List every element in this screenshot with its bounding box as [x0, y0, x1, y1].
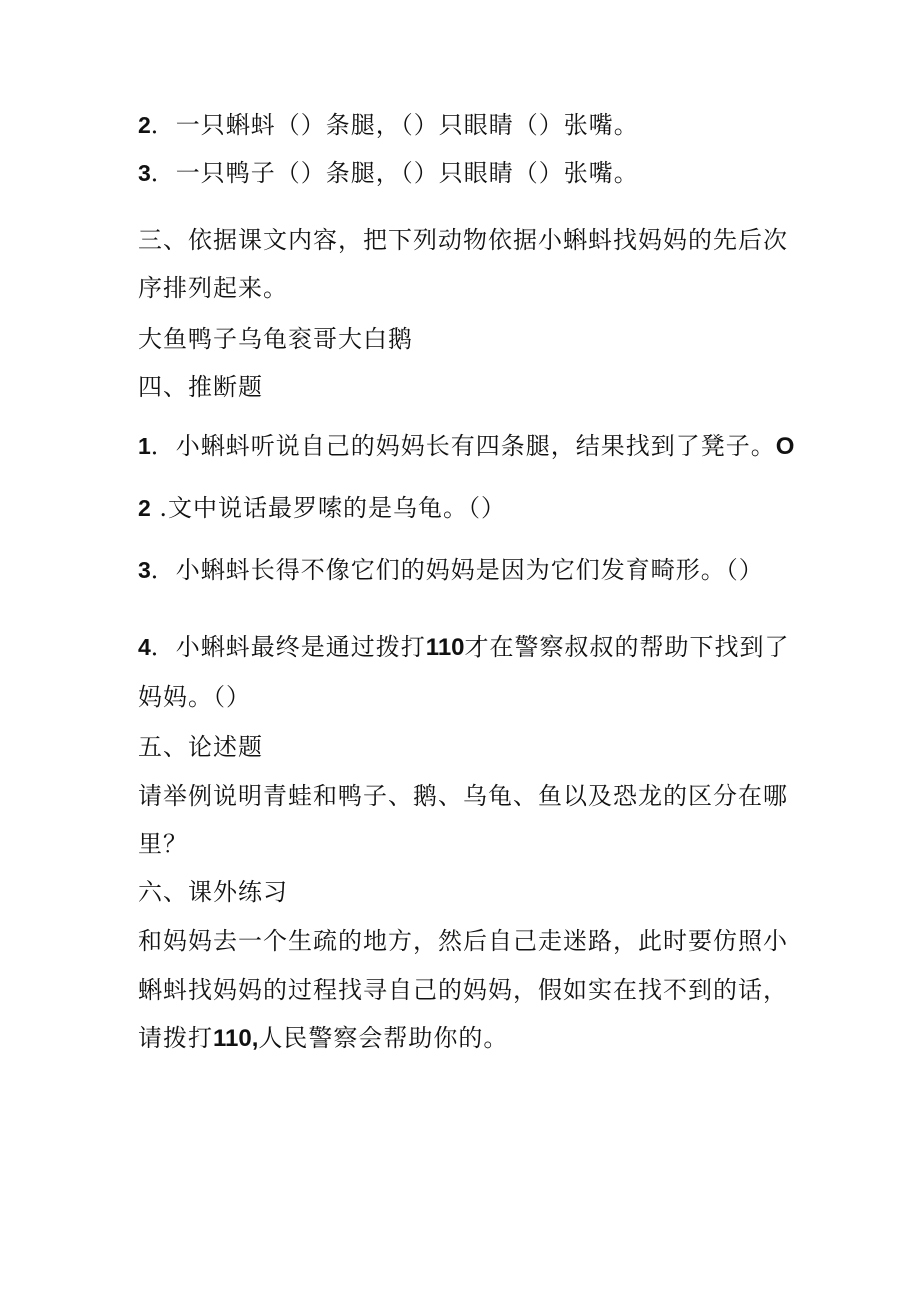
- question-text: ．一只鸭子（）条腿，（）只眼睛（）张嘴。: [150, 159, 639, 187]
- question-number: 3: [138, 160, 151, 186]
- section-5-heading: 五、论述题: [138, 733, 263, 761]
- phone-number: 110,: [213, 1025, 259, 1052]
- question-3-duck: [138, 158, 639, 188]
- question-number: 2: [138, 495, 151, 521]
- text-part-a: 请拨打: [138, 1024, 213, 1052]
- question-text: ．小蝌蚪长得不像它们的妈妈是因为它们发育畸形。（）: [150, 556, 764, 584]
- question-2-tadpole: [138, 110, 639, 140]
- question-number: 2: [138, 112, 151, 138]
- judgement-question-3: [138, 555, 764, 585]
- animal-list: 大鱼鸭子乌龟衮哥大白鹅: [138, 325, 413, 353]
- section-5-text-line-1: 请举例说明青蛙和鸭子、鹅、乌龟、鱼以及恐龙的区分在哪: [138, 782, 788, 810]
- section-6-text-line-3: [138, 1023, 508, 1054]
- question-text-part-a: ．小蝌蚪最终是通过拨打: [150, 633, 426, 661]
- section-6-heading: 六、课外练习: [138, 878, 288, 906]
- question-text: ．小蝌蚪听说自己的妈妈长有四条腿，结果找到了凳子。: [150, 432, 776, 460]
- section-3-heading-line-2: 序排列起来。: [138, 274, 288, 302]
- section-5-text-line-2: 里？: [138, 830, 188, 858]
- question-text-part-b: 才在警察叔叔的帮助下找到了: [464, 633, 790, 661]
- question-number: 4: [138, 634, 151, 660]
- section-3-heading-line-1: 三、依据课文内容，把下列动物依据小蝌蚪找妈妈的先后次: [138, 226, 788, 254]
- answer-mark: O: [775, 433, 795, 460]
- question-number: 3: [138, 557, 151, 583]
- text-part-b: 人民警察会帮助你的。: [258, 1024, 509, 1052]
- judgement-question-2: [138, 493, 506, 523]
- section-6-text-line-1: 和妈妈去一个生疏的地方，然后自己走迷路，此时要仿照小: [138, 927, 788, 955]
- section-4-heading: 四、推断题: [138, 373, 263, 401]
- judgement-question-4-line-2: 妈妈。（）: [138, 683, 251, 711]
- question-number: 1: [138, 433, 151, 459]
- question-text: ．一只蝌蚪（）条腿，（）只眼睛（）张嘴。: [150, 111, 639, 139]
- judgement-question-4-line-1: [138, 632, 790, 663]
- section-6-text-line-2: 蝌蚪找妈妈的过程找寻自己的妈妈，假如实在找不到的话，: [138, 976, 788, 1004]
- judgement-question-1: [138, 431, 794, 462]
- question-text: .文中说话最罗嗦的是乌龟。（）: [150, 494, 507, 522]
- phone-number: 110: [425, 634, 465, 661]
